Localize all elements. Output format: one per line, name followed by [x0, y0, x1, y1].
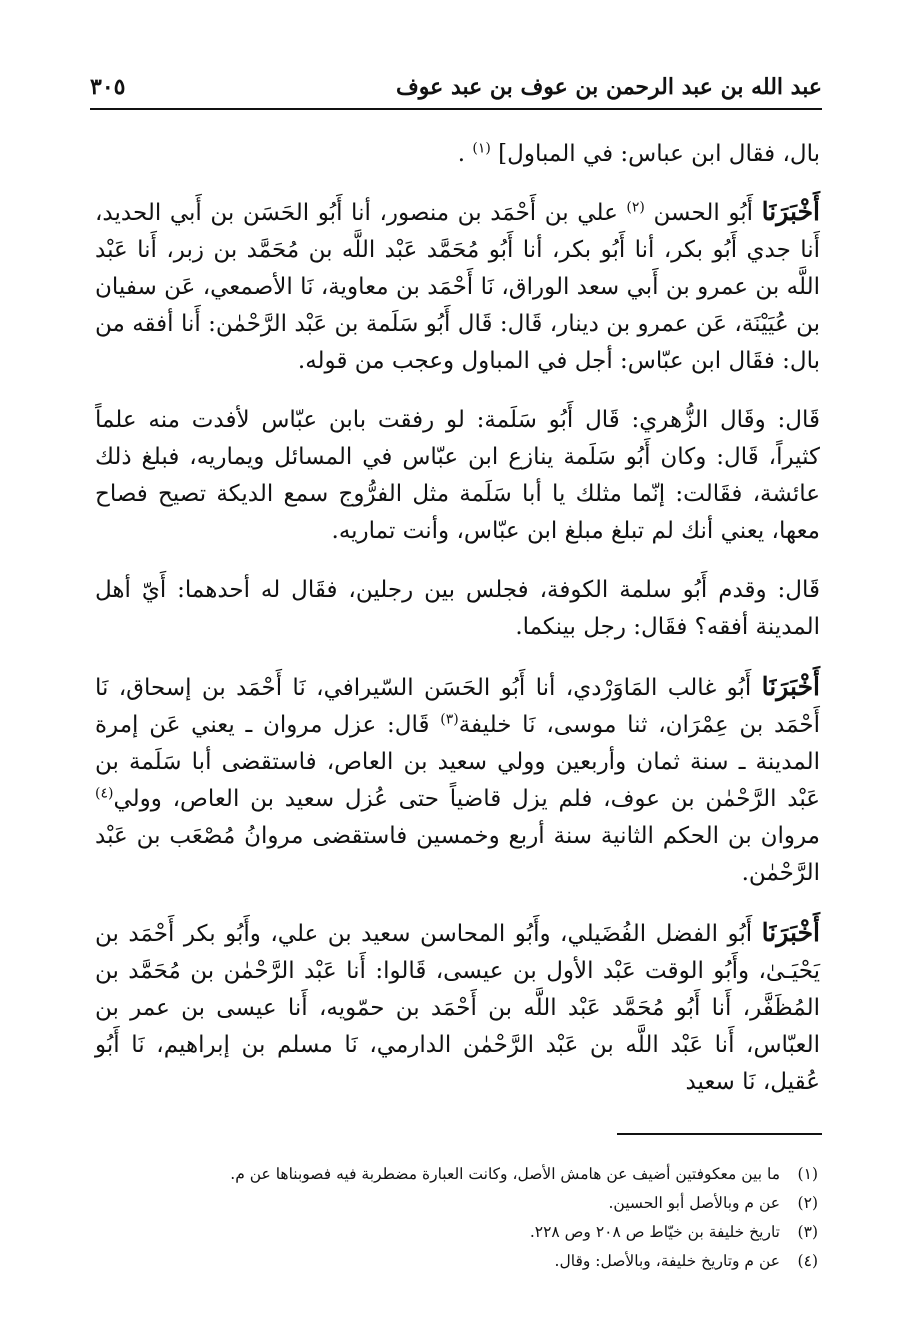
- header-rule: [90, 108, 822, 110]
- footnote-ref-1: (١): [472, 140, 491, 157]
- akhbarana-keyword: أَخْبَرَنَا: [761, 672, 820, 701]
- page-header: [90, 66, 822, 100]
- paragraph-4: قَال: وقدم أَبُو سلمة الكوفة، فجلس بين رجلين، فقَال له أحدهما: أَيّ أهل المدينة أفقه؟ فقَال: رجل بينكما.: [95, 577, 820, 640]
- main-text: [95, 136, 820, 1123]
- paragraph-1: بال، فقال ابن عباس: في المباول] $^{(١)}$ .: [457, 140, 820, 167]
- footnote-separator: [617, 1133, 822, 1135]
- footnote-1: (١)ما بين معكوفتين أضيف عن هامش الأصل، وكانت العبارة مضطربة فيه فصوبناها عن م.: [230, 1165, 818, 1183]
- footnote-ref-4: (٤): [95, 785, 114, 802]
- paragraph-5: أَخْبَرَنَا أَبُو غالب المَاوَرْدي، أنا أَبُو الحَسَن السّيرافي، نَا أَحْمَد بن إسحاق، نَا أَحْمَد بن عِمْرَان، ثنا موسى، نَا خليفة$^{(٣)}$ قَال: عزل مروان ـ يعني عَن إمرة المدينة ـ سنة ثمان وأربعين وولي سعيد بن العاص، فاستقضى أبا سَلَمة بن عَبْد الرَّحْمٰن بن عوف، فلم يزل قاضياً حتى عُزل سعيد بن العاص، وولي$^{(٤)}$ مروان بن الحكم الثانية سنة أربع وخمسين فاستقضى مروانُ مُصْعَب بن عَبْد الرَّحْمٰن.: [95, 672, 821, 886]
- page-number: ٣٠٥: [90, 74, 126, 100]
- paragraph-6: أَخْبَرَنَا أَبُو الفضل الفُضَيلي، وأَبُو المحاسن سعيد بن علي، وأَبُو بكر أَحْمَد بن يَحْيَـىٰ، وأَبُو الوقت عَبْد الأول بن عيسى، قَالوا: أَنا عَبْد الرَّحْمٰن بن مُحَمَّد بن المُظَفَّر، أَنا أَبُو مُحَمَّد عَبْد اللَّه بن أَحْمَد بن حمّويه، أَنا عيسى بن عمر بن العبّاس، أَنا عَبْد اللَّه بن عَبْد الرَّحْمٰن الدارمي، نَا مسلم بن إبراهيم، نَا أَبُو عُقيل، نَا سعيد: [95, 918, 820, 1095]
- akhbarana-keyword: أَخْبَرَنَا: [761, 918, 820, 947]
- footnote-2: (٢)عن م وبالأصل أبو الحسين.: [608, 1194, 818, 1212]
- footnote-ref-3: (٣): [440, 711, 459, 728]
- footnote-3: (٣)تاريخ خليفة بن خيّاط ص ٢٠٨ وص ٢٢٨.: [529, 1223, 818, 1241]
- footnote-4: (٤)عن م وتاريخ خليفة، وبالأصل: وقال.: [554, 1252, 818, 1270]
- running-title: عبد الله بن عبد الرحمن بن عوف بن عبد عوف: [396, 74, 822, 100]
- footnote-ref-2: (٢): [626, 199, 645, 216]
- akhbarana-keyword: أَخْبَرَنَا: [761, 197, 820, 226]
- footnotes: [95, 1160, 818, 1276]
- paragraph-2: أَخْبَرَنَا أَبُو الحسن $^{(٢)}$ علي بن أَحْمَد بن منصور، أنا أَبُو الحَسَن بن أَبي الحديد، أَنا جدي أَبُو بكر، أنا أَبُو بكر، أنا أَبُو مُحَمَّد عَبْد اللَّه بن مُحَمَّد بن زبر، أَنا عَبْد اللَّه بن عمرو بن أَبي سعد الوراق، نَا أَحْمَد بن معاوية، نَا الأصمعي، عَن سفيان بن عُيَيْنَة، عَن عمرو بن دينار، قَال: قَال أَبُو سَلَمة بن عَبْد الرَّحْمٰن: أَنا أفقه من بال: فقَال ابن عبّاس: أجل في المباول وعجب من قوله.: [95, 197, 820, 374]
- paragraph-3: قَال: وقَال الزُّهري: قَال أَبُو سَلَمة: لو رفقت بابن عبّاس لأفدت منه علماً كثيراً، قَال: وكان أَبُو سَلَمة ينازع ابن عبّاس في المسائل ويماريه، فبلغ ذلك عائشة، فقَالت: إنّما مثلك يا أبا سَلَمة مثل الفرُّوج سمع الديكة تصيح فصاح معها، يعني أنك لم تبلغ مبلغ ابن عبّاس، وأنت تماريه.: [95, 407, 820, 544]
